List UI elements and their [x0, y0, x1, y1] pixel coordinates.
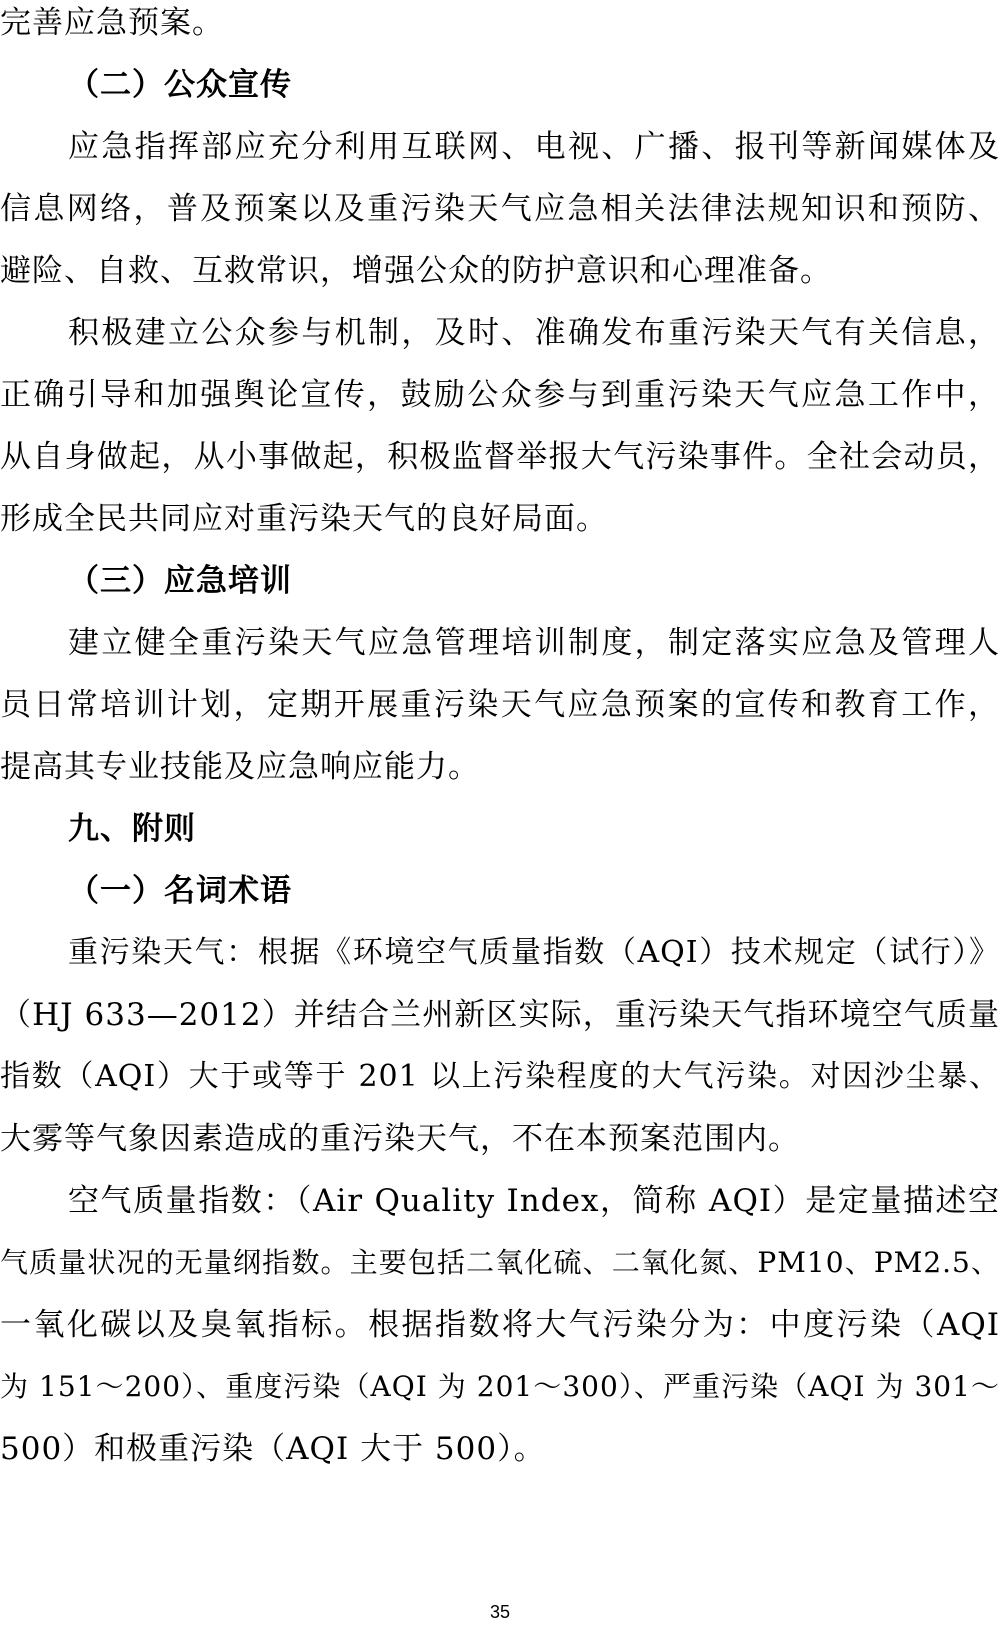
text-line: 形成全民共同应对重污染天气的良好局面。: [0, 501, 608, 537]
text-line: 正确引导和加强舆论宣传，鼓励公众参与到重污染天气应急工作中，: [0, 377, 1000, 413]
text-line: 员日常培训计划，定期开展重污染天气应急预案的宣传和教育工作，: [0, 687, 1000, 723]
text-line: 积极建立公众参与机制，及时、准确发布重污染天气有关信息，: [68, 315, 1000, 351]
section-heading-terms: （一）名词术语: [68, 873, 292, 909]
text-line: 重污染天气：根据《环境空气质量指数（AQI）技术规定（试行）》: [68, 935, 1000, 970]
text-line: 提高其专业技能及应急响应能力。: [0, 749, 480, 785]
text-line: 指数（AQI）大于或等于 201 以上污染程度的大气污染。对因沙尘暴、: [0, 1059, 1000, 1094]
text-line: 完善应急预案。: [0, 5, 224, 41]
text-line: 500）和极重污染（AQI 大于 500）。: [0, 1431, 546, 1467]
text-line: 气质量状况的无量纲指数。主要包括二氧化硫、二氧化氮、PM10、PM2.5、: [0, 1246, 1000, 1279]
text-line: 一氧化碳以及臭氧指标。根据指数将大气污染分为：中度污染（AQI: [0, 1307, 1000, 1343]
page-number: 35: [489, 1602, 511, 1622]
text-line: 为 151～200）、重度污染（AQI 为 201～300）、严重污染（AQI 为 301～: [0, 1370, 1000, 1403]
section-heading-public-publicity: （二）公众宣传: [68, 67, 292, 103]
chapter-heading-supplementary: 九、附则: [68, 811, 196, 847]
text-line: 应急指挥部应充分利用互联网、电视、广播、报刊等新闻媒体及: [68, 129, 1000, 165]
text-line: 空气质量指数：（Air Quality Index，简称 AQI）是定量描述空: [68, 1183, 1000, 1219]
text-line: 从自身做起，从小事做起，积极监督举报大气污染事件。全社会动员，: [0, 439, 1000, 475]
text-line: 建立健全重污染天气应急管理培训制度，制定落实应急及管理人: [68, 625, 1000, 661]
section-heading-emergency-training: （三）应急培训: [68, 563, 292, 599]
text-line: （HJ 633—2012）并结合兰州新区实际，重污染天气指环境空气质量: [0, 997, 1000, 1033]
text-line: 信息网络，普及预案以及重污染天气应急相关法律法规知识和预防、: [0, 191, 1000, 227]
text-line: 避险、自救、互救常识，增强公众的防护意识和心理准备。: [0, 253, 832, 289]
text-line: 大雾等气象因素造成的重污染天气，不在本预案范围内。: [0, 1121, 800, 1157]
